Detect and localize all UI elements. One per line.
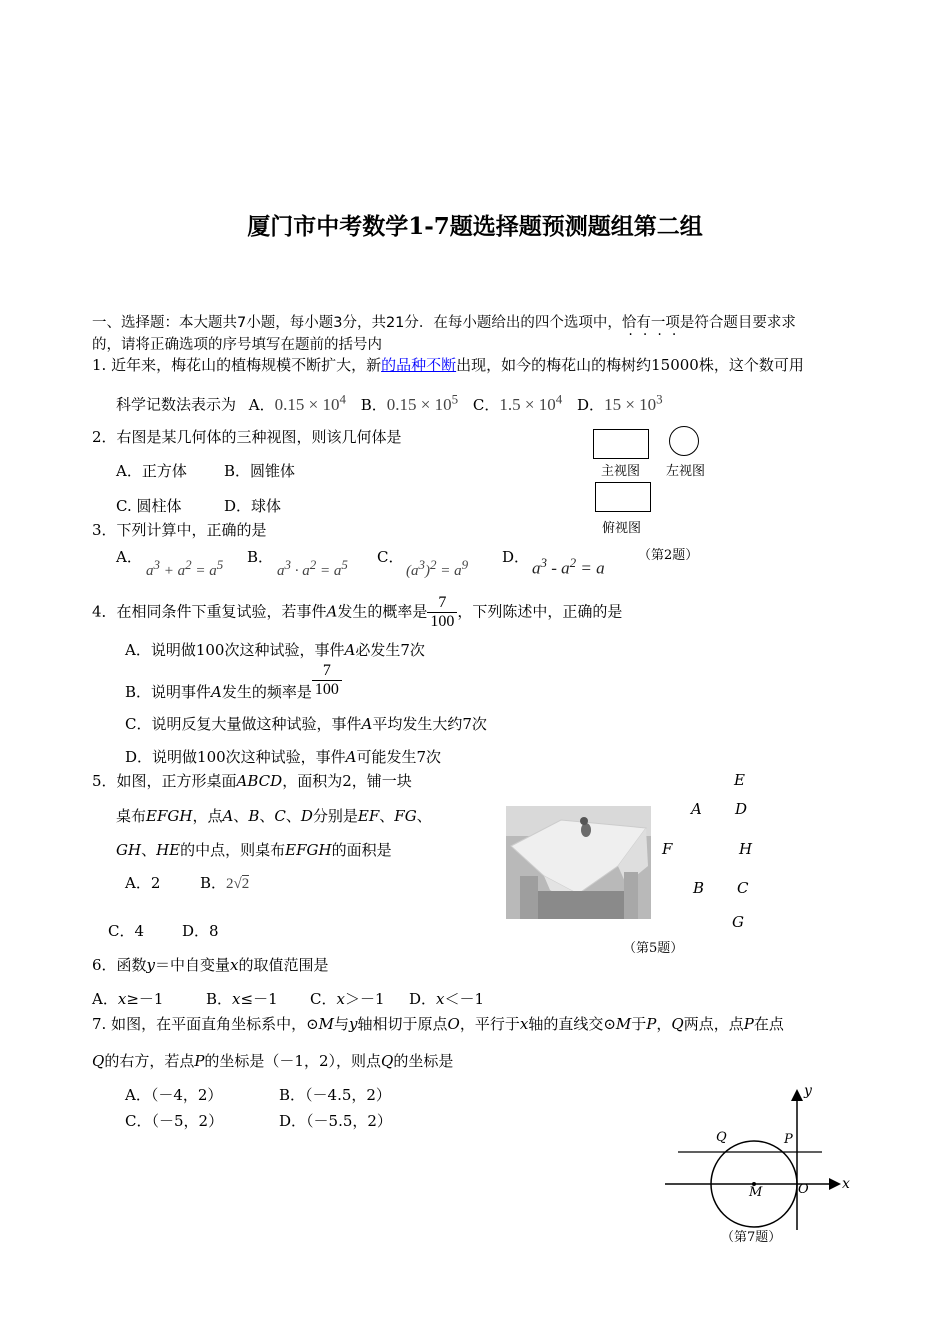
q7-option-a: A．（－4，2） bbox=[125, 1086, 223, 1104]
q4-option-d bbox=[125, 746, 441, 767]
q1-option-c-exp: 4 bbox=[555, 391, 563, 406]
q3-option-b-label: B． bbox=[247, 548, 274, 566]
section-text: 求 bbox=[781, 315, 796, 331]
q5-point: C bbox=[274, 807, 286, 825]
section-header-line1 bbox=[92, 311, 796, 332]
q6a-label: A． bbox=[92, 990, 118, 1008]
q3d-term: a bbox=[561, 558, 570, 578]
q2-option-a: A．正方体 bbox=[116, 462, 187, 480]
q7-option-b: B．（－4.5，2） bbox=[279, 1086, 391, 1104]
q1-option-a-label: A． bbox=[248, 395, 275, 414]
q6-option-b bbox=[206, 988, 278, 1009]
q7-text: 轴的直线交⊙ bbox=[528, 1015, 616, 1033]
question-3-text: 3．下列计算中，正确的是 bbox=[92, 521, 267, 539]
q1-option-a-base: 0.15 × 10 bbox=[274, 394, 340, 414]
q6c-label: C． bbox=[310, 990, 337, 1008]
q3d-term: a bbox=[596, 558, 605, 578]
q4-option-c bbox=[125, 713, 487, 734]
question-4-text bbox=[92, 594, 622, 631]
q4c-text: C．说明反复大量做这种试验，事件 bbox=[125, 715, 362, 733]
figure-2-caption: （第2题） bbox=[638, 548, 699, 563]
q5-fig-label-e: E bbox=[734, 771, 745, 789]
q3a-exp: 2 bbox=[185, 557, 192, 572]
q7-var: O bbox=[447, 1015, 460, 1033]
q5-sep: 、 bbox=[141, 841, 157, 859]
q1-option-b-base: 0.15 × 10 bbox=[386, 394, 452, 414]
q1-option-d-base: 15 × 10 bbox=[604, 394, 657, 414]
q4d-text: D．说明做100次这种试验，事件 bbox=[125, 748, 346, 766]
q1-option-d-label: D． bbox=[577, 395, 605, 414]
figure-5-caption: （第5题） bbox=[623, 941, 684, 956]
q6-text: ＝中自变量 bbox=[155, 956, 231, 974]
q5-text: 的面积是 bbox=[331, 841, 392, 859]
q3-option-c-expr bbox=[406, 557, 468, 580]
question-7-line2 bbox=[92, 1050, 453, 1071]
q7-var: x bbox=[519, 1015, 529, 1033]
q7-text: 7. 如图，在平面直角坐标系中，⊙ bbox=[92, 1015, 319, 1033]
q4-text: 4．在相同条件下重复试验，若事件 bbox=[92, 602, 327, 621]
q4-text: 发生的概率是 bbox=[337, 602, 428, 621]
q7-text: 轴相切于原点 bbox=[357, 1015, 448, 1033]
q6-var-y: y bbox=[146, 956, 156, 974]
q5-text: ，面积为2，铺一块 bbox=[282, 772, 412, 790]
q4-option-a bbox=[125, 639, 425, 660]
q6-option-d bbox=[409, 988, 484, 1009]
q5-text: 分别是 bbox=[312, 807, 358, 825]
q4a-var: A bbox=[344, 641, 356, 659]
q4d-var: A bbox=[345, 748, 357, 766]
q5-option-a: A．2 bbox=[125, 874, 161, 892]
q5-seg: FG bbox=[394, 807, 417, 825]
q1-text: 1. 近年来，梅花山的植梅规模不断扩大，新 bbox=[92, 356, 382, 374]
q3b-term: a bbox=[333, 563, 342, 579]
q3d-op: - bbox=[547, 558, 562, 578]
q3-option-a-label: A． bbox=[116, 548, 142, 566]
q3b-exp: 2 bbox=[309, 557, 317, 572]
q5-efgh: EFGH bbox=[285, 841, 332, 859]
q4-option-b bbox=[125, 662, 342, 699]
front-view-label: 主视图 bbox=[601, 464, 641, 479]
q5-fig-label-g: G bbox=[732, 913, 744, 931]
q7-var: Q bbox=[92, 1052, 105, 1070]
q3c-term: (a bbox=[406, 563, 419, 579]
q1-option-c-label: C． bbox=[472, 395, 500, 414]
q4b-text: B．说明事件 bbox=[125, 682, 212, 701]
q3c-exp: 9 bbox=[461, 557, 469, 572]
q3c-exp: 2 bbox=[430, 557, 437, 572]
q5b-expr: 2√2 bbox=[226, 876, 250, 892]
coordinate-figure bbox=[660, 1080, 860, 1240]
m-point-label: M bbox=[749, 1185, 763, 1200]
q3-option-c-label: C． bbox=[377, 548, 404, 566]
emphasis-char: 恰 bbox=[621, 315, 637, 331]
q6b-label: B． bbox=[206, 990, 233, 1008]
section-header-line2: 的，请将正确选项的序号填写在题前的括号内 bbox=[92, 337, 382, 353]
q6d-label: D． bbox=[409, 990, 437, 1008]
q5-text: 桌布 bbox=[116, 807, 147, 825]
q1-option-d-expr bbox=[604, 391, 663, 414]
q7-option-d: D．（－5.5，2） bbox=[279, 1112, 392, 1130]
q1-text: 科学记数法表示为 bbox=[116, 395, 237, 414]
q7-text: ， bbox=[656, 1015, 672, 1033]
fraction-numerator: 7 bbox=[312, 662, 342, 681]
q1-text: 出现，如今的梅花山的梅树约15000株，这个数可用 bbox=[456, 356, 804, 374]
tablecloth-photo bbox=[506, 806, 651, 919]
front-view-rectangle bbox=[593, 429, 649, 459]
q6-text: 的取值范围是 bbox=[238, 956, 329, 974]
q4b-text: 发生的频率是 bbox=[221, 682, 312, 701]
q3c-term: a bbox=[454, 563, 462, 579]
q6d-rel: ＜－1 bbox=[444, 990, 485, 1008]
origin-label: O bbox=[798, 1182, 809, 1197]
q7-var: Q bbox=[671, 1015, 684, 1033]
question-1-line2 bbox=[116, 391, 663, 415]
q3d-exp: 2 bbox=[569, 555, 577, 570]
q7-text: 两点，点 bbox=[683, 1015, 744, 1033]
q1-option-c-expr bbox=[499, 391, 563, 414]
q1-option-b-exp: 5 bbox=[451, 391, 459, 406]
q6d-var: x bbox=[436, 990, 445, 1008]
question-2-text: 2．右图是某几何体的三种视图，则该几何体是 bbox=[92, 428, 402, 446]
fraction-denominator: 100 bbox=[430, 613, 455, 630]
q5-fig-label-f: F bbox=[662, 840, 673, 858]
q3d-exp: 3 bbox=[540, 555, 547, 570]
q3c-exp: 3 bbox=[418, 557, 425, 572]
section-text: 是符合题目要求 bbox=[679, 315, 782, 331]
q3b-exp: 5 bbox=[341, 557, 348, 572]
q7-text: ，平行于 bbox=[459, 1015, 520, 1033]
tablecloth-photo-drawing bbox=[506, 806, 651, 919]
emphasis-char: 一 bbox=[650, 315, 666, 331]
q3b-exp: 3 bbox=[284, 557, 291, 572]
q5-fig-label-h: H bbox=[739, 840, 753, 858]
q3c-paren: ) bbox=[425, 563, 430, 579]
q5-fig-label-a: A bbox=[691, 800, 702, 818]
q3b-term: a bbox=[302, 563, 310, 579]
q1-option-a-exp: 4 bbox=[339, 391, 346, 406]
q7-text: 与 bbox=[334, 1015, 350, 1033]
q7-var: M bbox=[615, 1015, 632, 1033]
q2-option-d: D．球体 bbox=[224, 497, 282, 515]
q5-fig-label-b: B bbox=[693, 879, 705, 897]
q4c-text: 平均发生大约7次 bbox=[372, 715, 487, 733]
emphasis-char: 项 bbox=[665, 315, 680, 331]
fraction-numerator: 7 bbox=[427, 594, 457, 613]
q3b-eq: = bbox=[316, 563, 334, 579]
q3-option-b-expr bbox=[277, 557, 348, 580]
q5-text: 5．如图，正方形桌面 bbox=[92, 772, 237, 790]
q4-text: ，下列陈述中，正确的是 bbox=[457, 602, 623, 621]
q7-var: P bbox=[194, 1052, 205, 1070]
q1-option-b-expr bbox=[386, 391, 459, 414]
q5b-label: B． bbox=[200, 874, 227, 892]
q5-fig-label-c: C bbox=[737, 879, 749, 897]
q3a-exp: 3 bbox=[153, 557, 160, 572]
emphasis-char: 有 bbox=[636, 315, 651, 331]
q6-option-a bbox=[92, 988, 163, 1009]
left-view-label: 左视图 bbox=[666, 464, 706, 479]
fraction-denominator: 100 bbox=[314, 681, 339, 698]
q3-option-d-expr bbox=[532, 555, 605, 579]
q1-option-a-expr bbox=[274, 391, 346, 414]
q7-text: 的右方，若点 bbox=[104, 1052, 195, 1070]
q5-option-d: D．8 bbox=[182, 922, 219, 940]
question-5-line1 bbox=[92, 770, 412, 791]
page-title: 厦门市中考数学1-7题选择题预测题组第二组 bbox=[247, 213, 703, 240]
q5-sep: 、 bbox=[285, 807, 301, 825]
q3c-eq: = bbox=[436, 563, 455, 579]
question-6-text bbox=[92, 954, 329, 975]
q5-sep: 、 bbox=[233, 807, 249, 825]
q6c-var: x bbox=[336, 990, 345, 1008]
q5-point: B bbox=[248, 807, 260, 825]
q6-var-x: x bbox=[230, 956, 239, 974]
q5-seg: GH bbox=[116, 841, 142, 859]
q4-fraction bbox=[427, 594, 457, 631]
q7-text: 的坐标是 bbox=[393, 1052, 454, 1070]
q5-abcd: ABCD bbox=[236, 772, 283, 790]
q1-option-b-label: B． bbox=[360, 395, 387, 414]
question-7-line1 bbox=[92, 1013, 784, 1034]
q6-option-c bbox=[310, 988, 385, 1009]
q4b-var: A bbox=[211, 682, 222, 701]
q2-option-c: C. 圆柱体 bbox=[116, 497, 182, 515]
q5-point: A bbox=[222, 807, 234, 825]
q3d-eq: = bbox=[576, 558, 597, 578]
figure-7-caption: （第7题） bbox=[721, 1230, 782, 1245]
q3a-op: + bbox=[160, 563, 178, 579]
question-5-line2 bbox=[116, 805, 432, 826]
q5b-radicand: 2 bbox=[241, 876, 250, 892]
q6b-var: x bbox=[232, 990, 241, 1008]
q2-option-b: B．圆锥体 bbox=[224, 462, 296, 480]
q6-text: 6．函数 bbox=[92, 956, 147, 974]
q7-var: Q bbox=[381, 1052, 394, 1070]
q7-var: P bbox=[646, 1015, 657, 1033]
section-text: 一、选择题：本大题共7小题，每小题3分，共21分．在每小题给出的四个选项中， bbox=[92, 315, 622, 331]
q7-var: P bbox=[743, 1015, 754, 1033]
q3a-exp: 5 bbox=[216, 557, 224, 572]
q3b-op: · bbox=[291, 563, 303, 579]
q3a-eq: = bbox=[191, 563, 210, 579]
q6b-rel: ≤－1 bbox=[240, 990, 278, 1008]
q3-option-d-label: D． bbox=[502, 548, 530, 566]
top-view-rectangle bbox=[595, 482, 651, 512]
q5-sep: 、 bbox=[379, 807, 395, 825]
q1-option-c-base: 1.5 × 10 bbox=[499, 394, 556, 414]
q4b-fraction bbox=[312, 662, 342, 699]
q7-option-c: C．（－5，2） bbox=[125, 1112, 224, 1130]
q5-option-c: C．4 bbox=[108, 922, 145, 940]
q4-event-var: A bbox=[326, 602, 338, 621]
q5-seg: EF bbox=[357, 807, 380, 825]
q5-efgh: EFGH bbox=[146, 807, 193, 825]
q-point-label: Q bbox=[716, 1130, 727, 1145]
y-axis-label: y bbox=[804, 1083, 812, 1099]
q7-text: 在点 bbox=[753, 1015, 784, 1033]
q3a-term: a bbox=[146, 563, 154, 579]
question-5-line3 bbox=[116, 839, 392, 860]
q5-text: 的中点，则桌布 bbox=[180, 841, 286, 859]
q5-option-b bbox=[200, 872, 249, 893]
q3a-term: a bbox=[177, 563, 186, 579]
q5-seg: HE bbox=[156, 841, 181, 859]
q5-sep: 、 bbox=[259, 807, 275, 825]
q3d-term: a bbox=[532, 558, 541, 578]
q3-option-a-expr bbox=[146, 557, 223, 580]
q6a-rel: ≥－1 bbox=[126, 990, 164, 1008]
q6c-rel: ＞－1 bbox=[344, 990, 385, 1008]
p-point-label: P bbox=[784, 1132, 793, 1147]
q3b-term: a bbox=[277, 563, 285, 579]
q7-var: y bbox=[349, 1015, 358, 1033]
q7-var: M bbox=[318, 1015, 335, 1033]
q4c-var: A bbox=[361, 715, 373, 733]
q1-hyperlink[interactable]: 的品种不断 bbox=[381, 356, 457, 374]
left-view-circle bbox=[669, 426, 699, 456]
q4a-text: A．说明做100次这种试验，事件 bbox=[125, 641, 345, 659]
q7-text: 于 bbox=[631, 1015, 647, 1033]
q5-sep: 、 bbox=[416, 807, 432, 825]
q1-option-d-exp: 3 bbox=[656, 391, 663, 406]
q4d-text: 可能发生7次 bbox=[356, 748, 442, 766]
q5-fig-label-d: D bbox=[735, 800, 748, 818]
q5-text: ，点 bbox=[192, 807, 223, 825]
q5b-coef: 2 bbox=[226, 876, 234, 892]
question-1-line1 bbox=[92, 354, 804, 375]
top-view-label: 俯视图 bbox=[602, 521, 642, 536]
q5-point: D bbox=[300, 807, 313, 825]
x-axis-label: x bbox=[842, 1176, 850, 1192]
q6a-var: x bbox=[117, 990, 127, 1008]
q3a-term: a bbox=[209, 563, 217, 579]
q4b-wrap bbox=[125, 683, 312, 701]
q4a-text: 必发生7次 bbox=[355, 641, 425, 659]
q7-text: 的坐标是（－1，2），则点 bbox=[204, 1052, 382, 1070]
